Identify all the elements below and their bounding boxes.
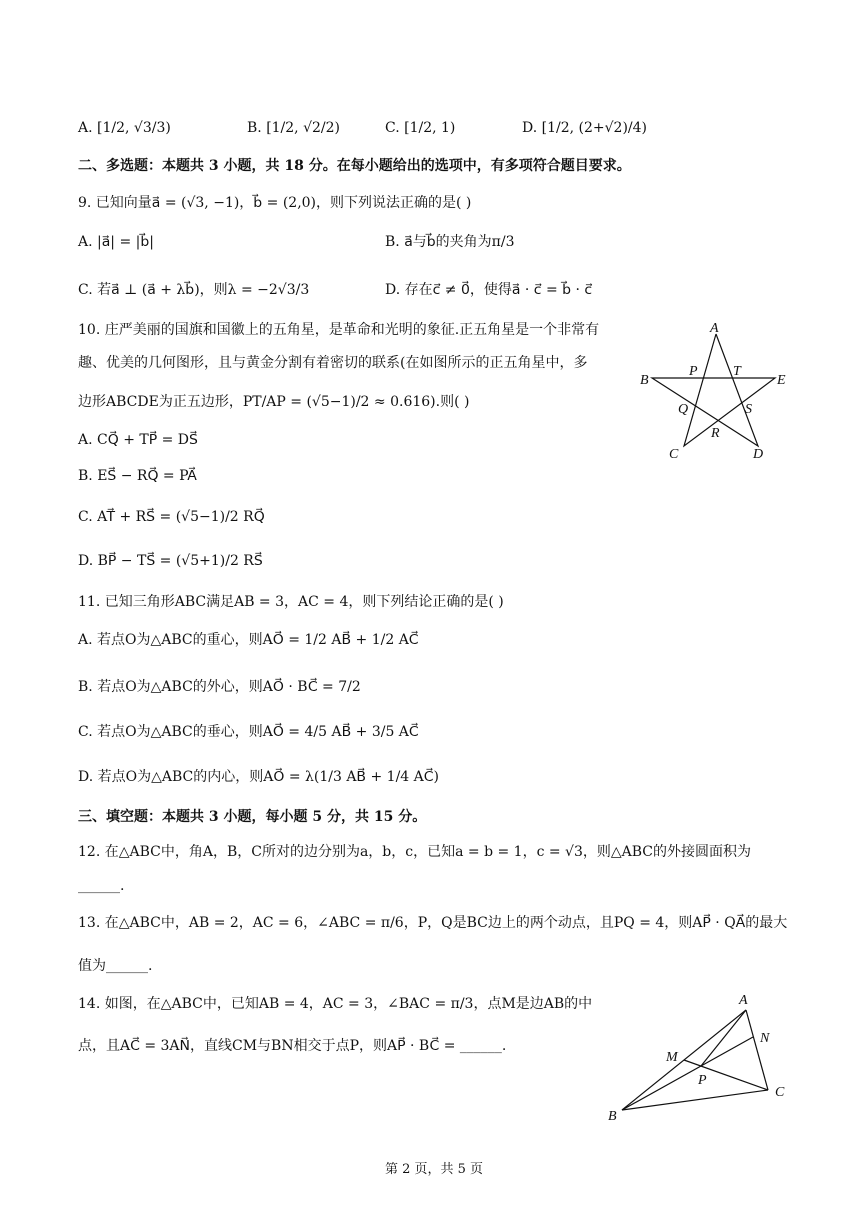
- q10-line1: 10. 庄严美丽的国旗和国徽上的五角星，是革命和光明的象征.正五角星是一个非常有: [78, 322, 600, 338]
- label-E: E: [777, 373, 786, 388]
- q13-line2: 值为______.: [78, 958, 153, 974]
- q10-option-c: C. AT⃗ + RS⃗ = (√5−1)/2 RQ⃗: [78, 509, 265, 525]
- q8-option-d: D. [1/2, (2+√2)/4): [522, 120, 647, 136]
- q14-line1: 14. 如图，在△ABC中，已知AB = 4，AC = 3，∠BAC = π/3，点M是边AB的中: [78, 996, 593, 1012]
- label-P2: P: [698, 1073, 707, 1088]
- section3-header: 三、填空题：本题共 3 小题，每小题 5 分，共 15 分。: [78, 809, 427, 825]
- section2-header: 二、多选题：本题共 3 小题，共 18 分。在每小题给出的选项中，有多项符合题目要求。: [78, 158, 631, 174]
- label-C: C: [669, 447, 679, 462]
- q9-option-d: D. 存在c⃗ ≠ 0⃗，使得a⃗ · c⃗ = b⃗ · c⃗: [385, 282, 593, 298]
- q10-option-b: B. ES⃗ − RQ⃗ = PA⃗: [78, 468, 197, 484]
- label-R: R: [711, 426, 720, 441]
- q10-option-a: A. CQ⃗ + TP⃗ = DS⃗: [78, 432, 198, 448]
- triangle-lines: [622, 1010, 768, 1110]
- label-Q: Q: [678, 402, 689, 417]
- page-footer: 第 2 页，共 5 页: [384, 1162, 484, 1177]
- label-M: M: [666, 1050, 678, 1065]
- label-B2: B: [608, 1109, 617, 1124]
- q14-line2: 点，且AC⃗ = 3AN⃗，直线CM与BN相交于点P，则AP⃗ · BC⃗ = ______.: [78, 1038, 507, 1054]
- q11-option-d: D. 若点O为△ABC的内心，则AO⃗ = λ(1/3 AB⃗ + 1/4 AC⃗): [78, 769, 439, 785]
- label-B: B: [640, 373, 649, 388]
- pentagram-figure: [640, 318, 800, 463]
- label-C2: C: [775, 1085, 785, 1100]
- label-A2: A: [739, 993, 748, 1008]
- q8-option-a: A. [1/2, √3/3): [78, 120, 171, 136]
- label-D: D: [753, 447, 764, 462]
- label-T: T: [733, 364, 741, 379]
- q11-option-b: B. 若点O为△ABC的外心，则AO⃗ · BC⃗ = 7/2: [78, 679, 361, 695]
- q9-option-c: C. 若a⃗ ⊥ (a⃗ + λb⃗)，则λ = −2√3/3: [78, 282, 310, 298]
- q13-line1: 13. 在△ABC中，AB = 2，AC = 6，∠ABC = π/6，P，Q是BC边上的两个动点，且PQ = 4，则AP⃗ · QA⃗的最大: [78, 915, 788, 931]
- q10-option-d: D. BP⃗ − TS⃗ = (√5+1)/2 RS⃗: [78, 553, 263, 569]
- q8-option-c: C. [1/2, 1): [385, 120, 456, 136]
- q12-line1: 12. 在△ABC中，角A，B，C所对的边分别为a，b，c，已知a = b = 1，c = √3，则△ABC的外接圆面积为: [78, 844, 752, 860]
- q9-stem: 9. 已知向量a⃗ = (√3, −1)，b⃗ = (2,0)，则下列说法正确的是( ): [78, 195, 472, 211]
- q10-line2: 趣、优美的几何图形，且与黄金分割有着密切的联系(在如图所示的正五角星中，多: [78, 355, 588, 371]
- label-S: S: [745, 402, 752, 417]
- q8-option-b: B. [1/2, √2/2): [247, 120, 340, 136]
- label-A: A: [710, 321, 719, 336]
- label-P: P: [689, 364, 698, 379]
- q10-line3: 边形ABCDE为正五边形，PT/AP = (√5−1)/2 ≈ 0.616).则( ): [78, 394, 470, 410]
- triangle-figure: [600, 990, 800, 1125]
- q11-option-c: C. 若点O为△ABC的垂心，则AO⃗ = 4/5 AB⃗ + 3/5 AC⃗: [78, 724, 419, 740]
- label-N: N: [760, 1031, 770, 1046]
- q12-line2: ______.: [78, 878, 125, 894]
- q11-option-a: A. 若点O为△ABC的重心，则AO⃗ = 1/2 AB⃗ + 1/2 AC⃗: [78, 632, 419, 648]
- q11-stem: 11. 已知三角形ABC满足AB = 3，AC = 4，则下列结论正确的是( ): [78, 594, 504, 610]
- q9-option-a: A. |a⃗| = |b⃗|: [78, 234, 154, 250]
- q9-option-b: B. a⃗与b⃗的夹角为π/3: [385, 234, 515, 250]
